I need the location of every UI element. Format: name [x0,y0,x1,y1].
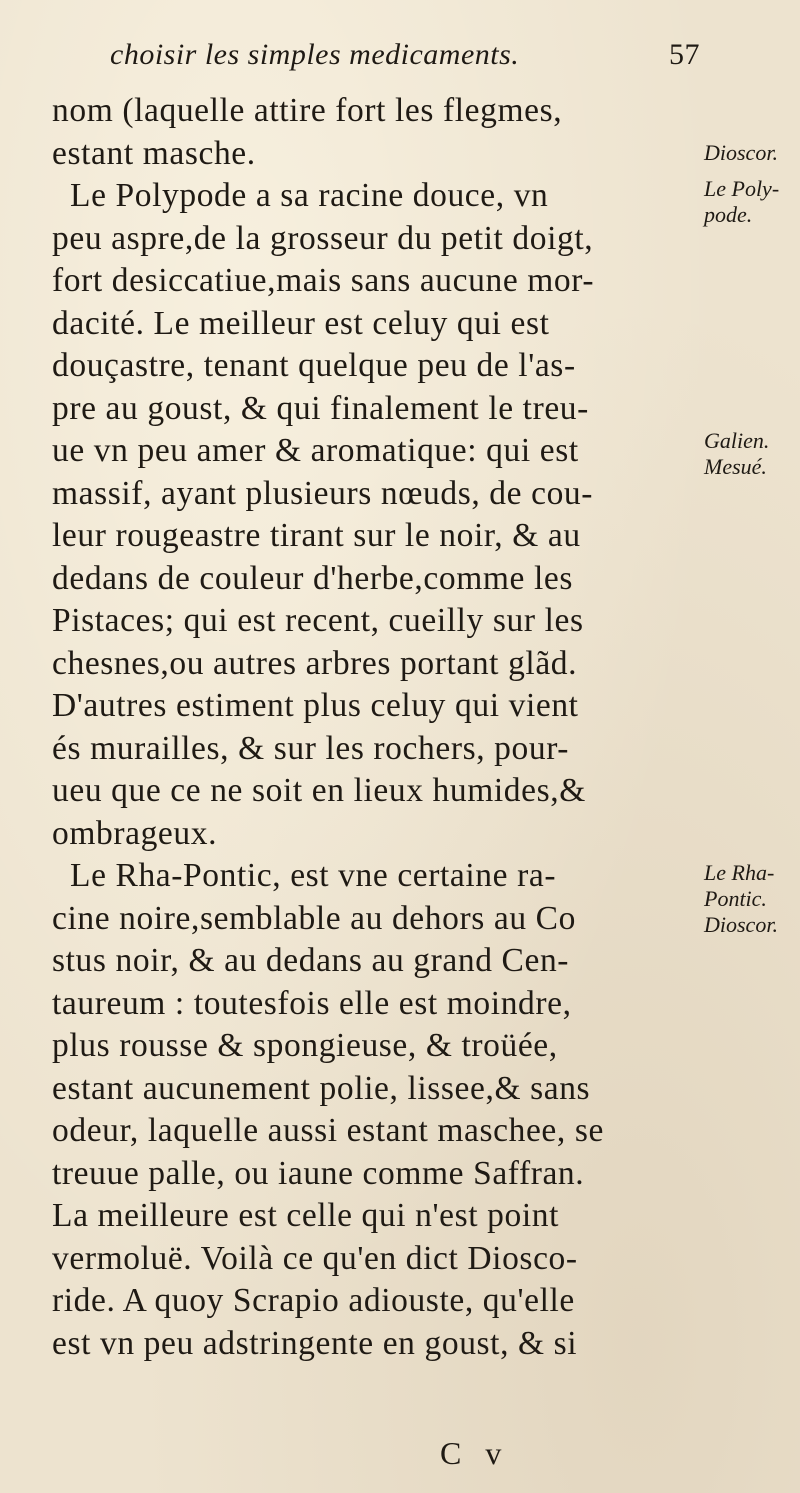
margin-note-text: Mesué. [704,454,767,479]
text-line: La meilleure est celle qui n'est point [52,1197,559,1234]
margin-note-text: Dioscor. [704,140,778,165]
text-line: peu aspre,de la grosseur du petit doigt, [52,219,594,257]
running-head-title: choisir les simples medicaments. [110,38,520,71]
text-line: dacité. Le meilleur est celuy qui est [52,304,550,342]
text-line: vermoluë. Voilà ce qu'en dict Diosco- [52,1239,578,1277]
margin-note-text: Pontic. [704,886,767,911]
text-line: estant aucunement polie, lissee,& sans [52,1069,591,1107]
text-line: ombrageux. [52,814,218,852]
text-line: douçastre, tenant quelque peu de l'as- [52,347,576,384]
margin-note-text: Galien. [704,428,770,453]
page-number: 57 [669,38,700,71]
text-line: nom (laquelle attire fort les flegmes, [52,92,563,129]
text-line: odeur, laquelle aussi estant maschee, se [52,1112,604,1149]
text-line: Le Polypode a sa racine douce, vn [70,177,549,214]
text-line: pre au goust, & qui finalement le treu- [52,389,589,427]
body-text [52,90,692,1365]
text-line: estant masche. [52,134,256,172]
text-line: és murailles, & sur les rochers, pour- [52,729,570,767]
margin-note-dioscor [704,140,800,166]
margin-note-galien [704,428,800,480]
text-line: ride. A quoy Scrapio adiouste, qu'elle [52,1282,575,1319]
margin-note-text: Le Poly- [704,176,780,201]
text-line: treuue palle, ou iaune comme Saffran. [52,1154,585,1192]
text-line: ue vn peu amer & aromatique: qui est [52,432,579,469]
text-line: Le Rha-Pontic, est vne certaine ra- [70,857,557,894]
text-line: est vn peu adstringente en goust, & si [52,1324,578,1362]
text-line: chesnes,ou autres arbres portant glãd. [52,644,578,682]
text-line: dedans de couleur d'herbe,comme les [52,559,573,597]
margin-note-text: pode. [704,202,753,227]
text-line: plus rousse & spongieuse, & troüée, [52,1027,558,1064]
text-line: D'autres estiment plus celuy qui vient [52,687,579,724]
text-line: Pistaces; qui est recent, cueilly sur les [52,602,584,639]
text-line: taureum : toutesfois elle est moindre, [52,984,572,1022]
text-line: fort desiccatiue,mais sans aucune mor- [52,262,595,299]
margin-note-text: Le Rha- [704,860,775,885]
text-line: stus noir, & au dedans au grand Cen- [52,942,570,979]
text-line: leur rougeastre tirant sur le noir, & au [52,517,581,554]
margin-note-text: Dioscor. [704,912,778,937]
margin-note-polypode [704,176,800,228]
margin-note-rhapontic [704,860,800,938]
text-line: massif, ayant plusieurs nœuds, de cou- [52,474,594,512]
signature-mark: C v [440,1435,510,1471]
text-line: ueu que ce ne soit en lieux humides,& [52,772,586,809]
running-head [110,38,700,72]
text-line: cine noire,semblable au dehors au Co [52,899,576,937]
